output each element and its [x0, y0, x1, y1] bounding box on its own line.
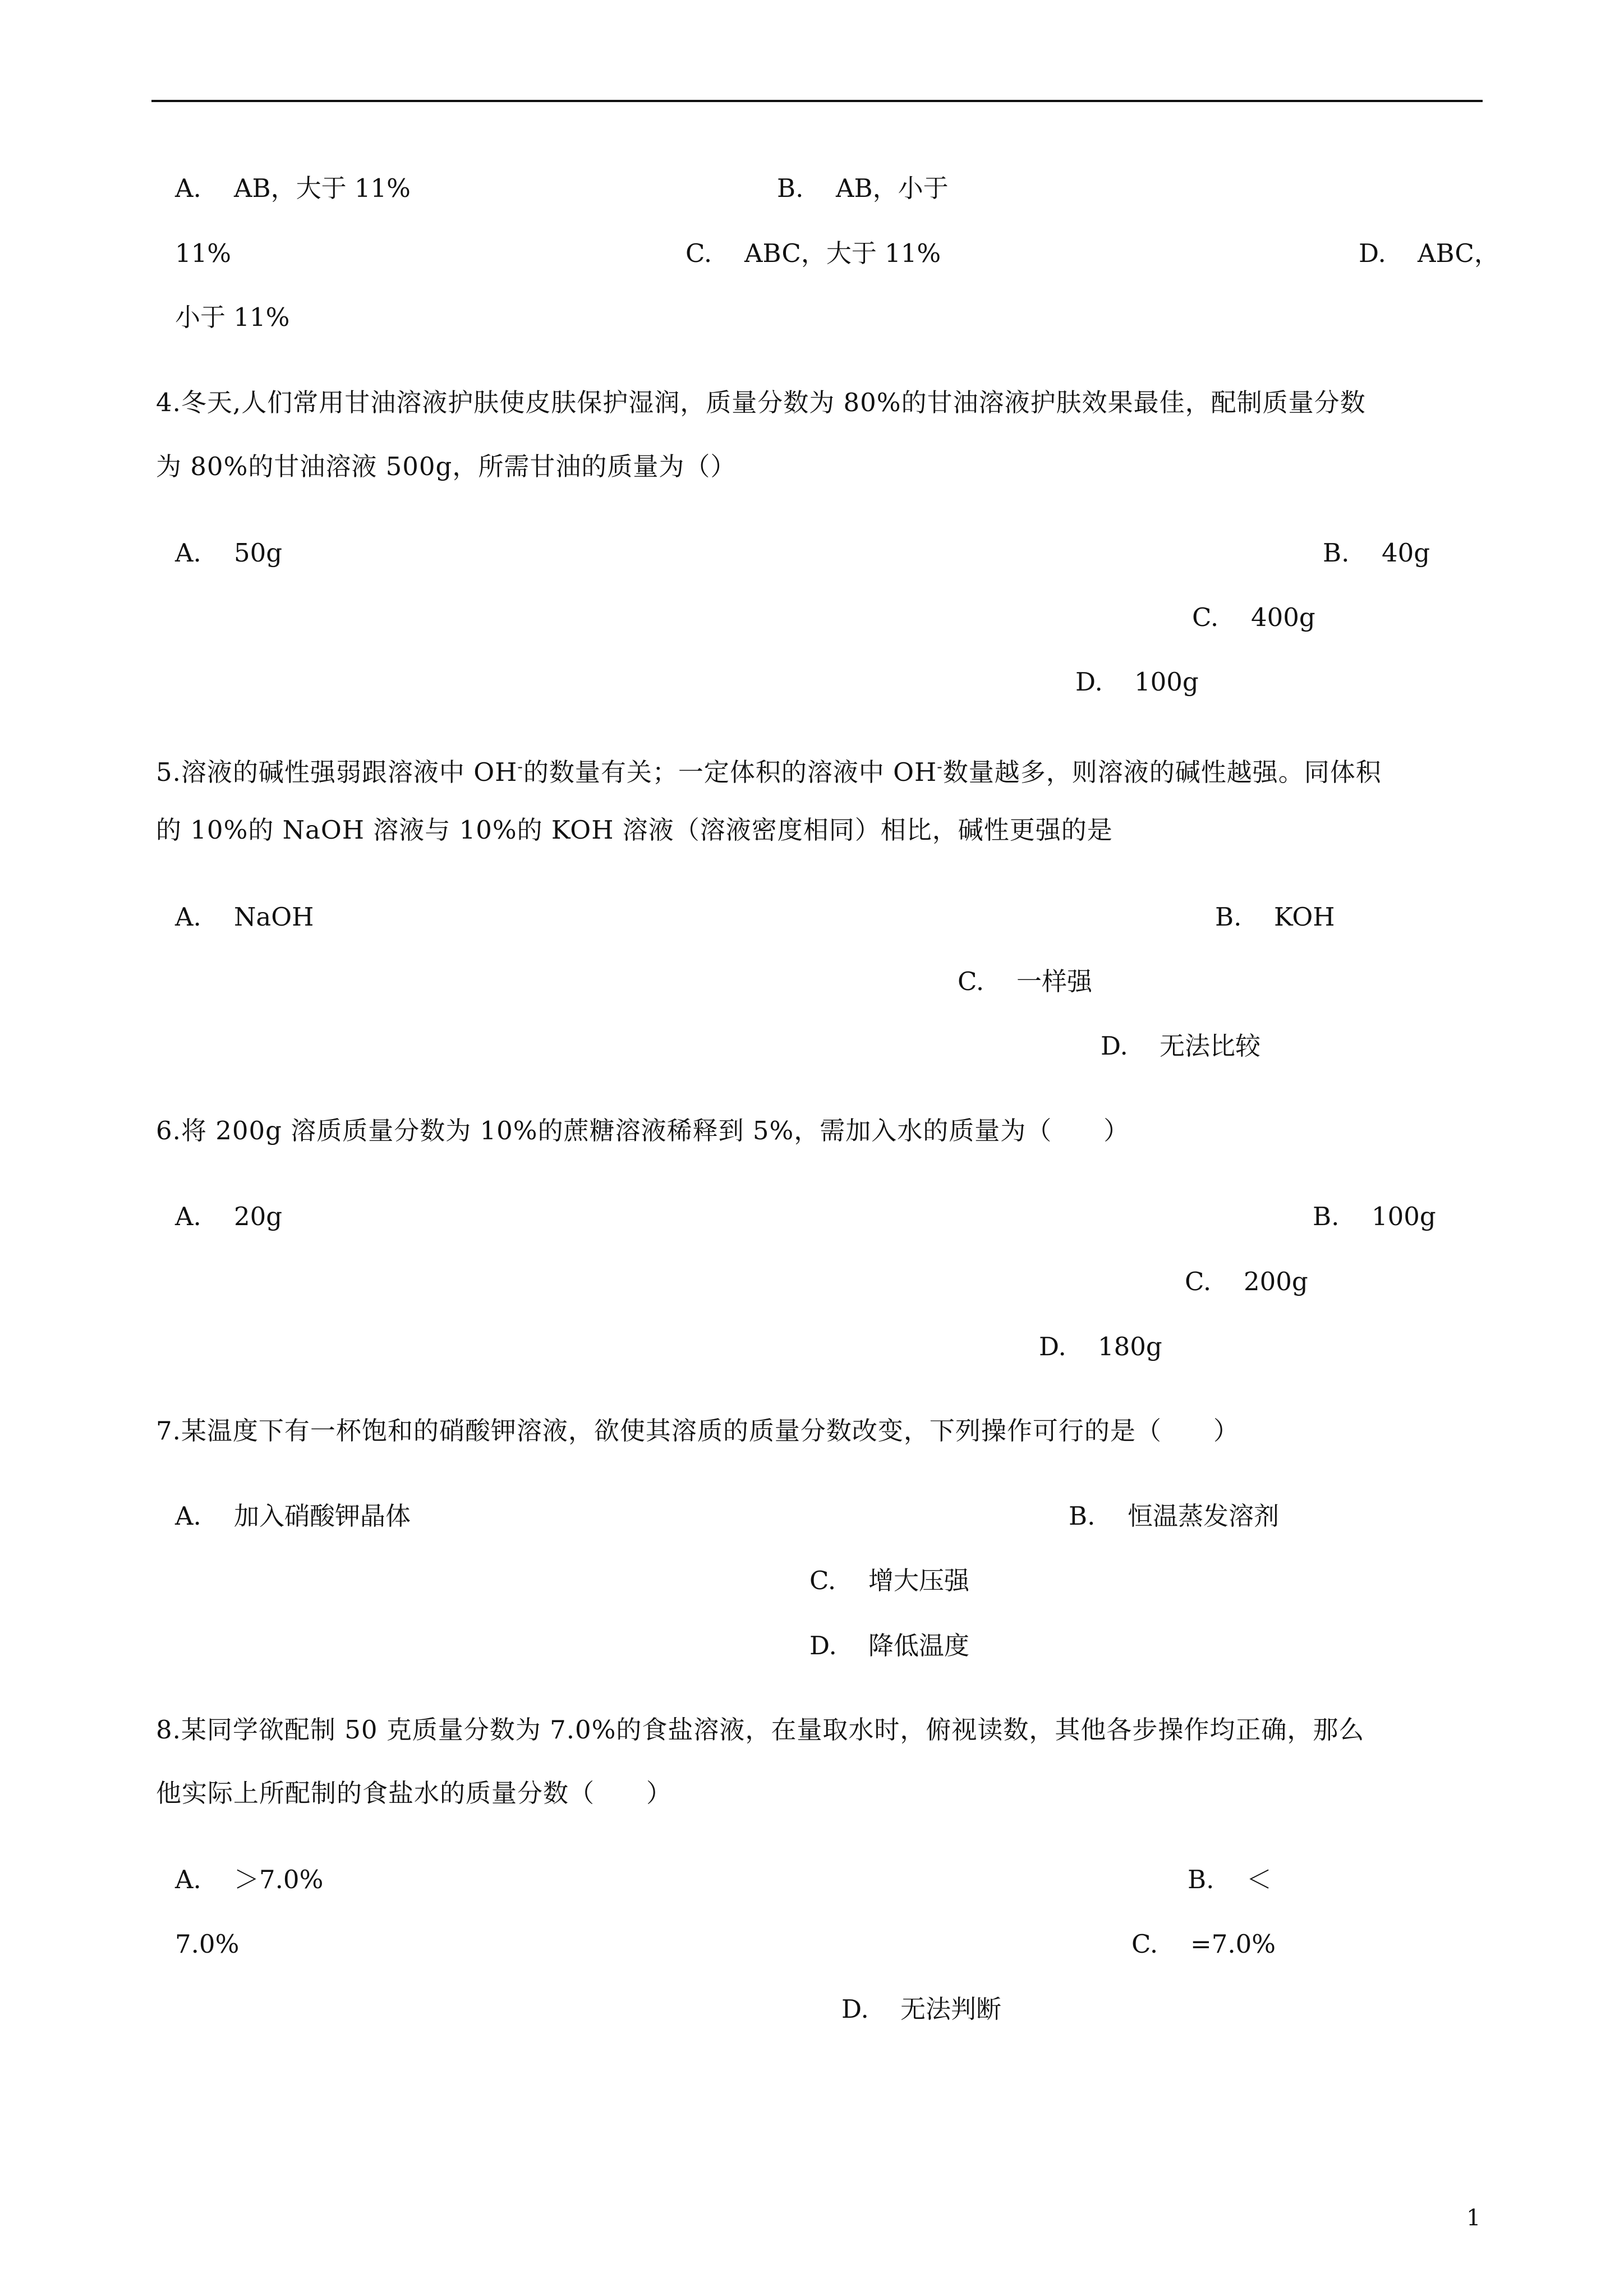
q5-option-c: C. 一样强: [958, 967, 1093, 996]
q4-option-c: C. 400g: [1192, 602, 1315, 632]
q4-option-b: B. 40g: [1323, 538, 1430, 568]
q5-stem-line1: 5.溶液的碱性强弱跟溶液中 OH-的数量有关；一定体积的溶液中 OH-数量越多，则溶液的碱性越强。同体积: [156, 757, 1382, 787]
superscript-minus: -: [937, 757, 943, 776]
q6-option-d: D. 180g: [1039, 1332, 1162, 1361]
q3-option-d: D. ABC，: [1359, 238, 1499, 268]
q3-option-a: A. AB，大于 11%: [175, 173, 411, 203]
q8-option-b: B. ＜: [1188, 1865, 1272, 1894]
q8-option-c: C. =7.0%: [1131, 1929, 1276, 1959]
q7-option-d: D. 降低温度: [809, 1631, 970, 1660]
q4-option-a: A. 50g: [175, 538, 283, 568]
q7-option-a: A. 加入硝酸钾晶体: [175, 1501, 411, 1531]
q8-stem-line2: 他实际上所配制的食盐水的质量分数（ ）: [156, 1778, 673, 1808]
q8-stem-line1: 8.某同学欲配制 50 克质量分数为 7.0%的食盐溶液，在量取水时，俯视读数，其他各步操作均正确，那么: [156, 1715, 1365, 1745]
q6-option-b: B. 100g: [1313, 1202, 1436, 1231]
page-number: 1: [1466, 2205, 1481, 2231]
q6-option-c: C. 200g: [1185, 1267, 1308, 1296]
q8-option-b-continued: 7.0%: [175, 1929, 240, 1959]
q5-option-b: B. KOH: [1215, 902, 1335, 932]
q7-stem: 7.某温度下有一杯饱和的硝酸钾溶液，欲使其溶质的质量分数改变，下列操作可行的是（ ）: [156, 1416, 1239, 1446]
q5-stem-line2: 的 10%的 NaOH 溶液与 10%的 KOH 溶液（溶液密度相同）相比，碱性更强的是: [156, 815, 1113, 845]
q4-stem-line1: 4.冬天,人们常用甘油溶液护肤使皮肤保护湿润，质量分数为 80%的甘油溶液护肤效果最佳，配制质量分数: [156, 388, 1366, 417]
q3-option-c: C. ABC，大于 11%: [686, 238, 941, 268]
q3-option-b-continued: 11%: [175, 238, 232, 268]
q8-option-a: A. ＞7.0%: [175, 1865, 324, 1894]
q4-option-d: D. 100g: [1075, 667, 1199, 697]
q8-option-d: D. 无法判断: [841, 1994, 1002, 2024]
q7-option-c: C. 增大压强: [809, 1566, 970, 1595]
q5-option-d: D. 无法比较: [1101, 1031, 1261, 1061]
q7-option-b: B. 恒温蒸发溶剂: [1069, 1501, 1280, 1531]
q5-option-a: A. NaOH: [175, 902, 314, 932]
superscript-minus: -: [517, 757, 523, 776]
q6-stem: 6.将 200g 溶质质量分数为 10%的蔗糖溶液稀释到 5%，需加入水的质量为（ ）: [156, 1116, 1130, 1145]
q4-stem-line2: 为 80%的甘油溶液 500g，所需甘油的质量为（）: [156, 452, 737, 481]
q3-option-d-continued: 小于 11%: [175, 302, 290, 332]
q3-option-b: B. AB，小于: [777, 173, 949, 203]
header-rule: [151, 100, 1483, 102]
q6-option-a: A. 20g: [175, 1202, 283, 1231]
